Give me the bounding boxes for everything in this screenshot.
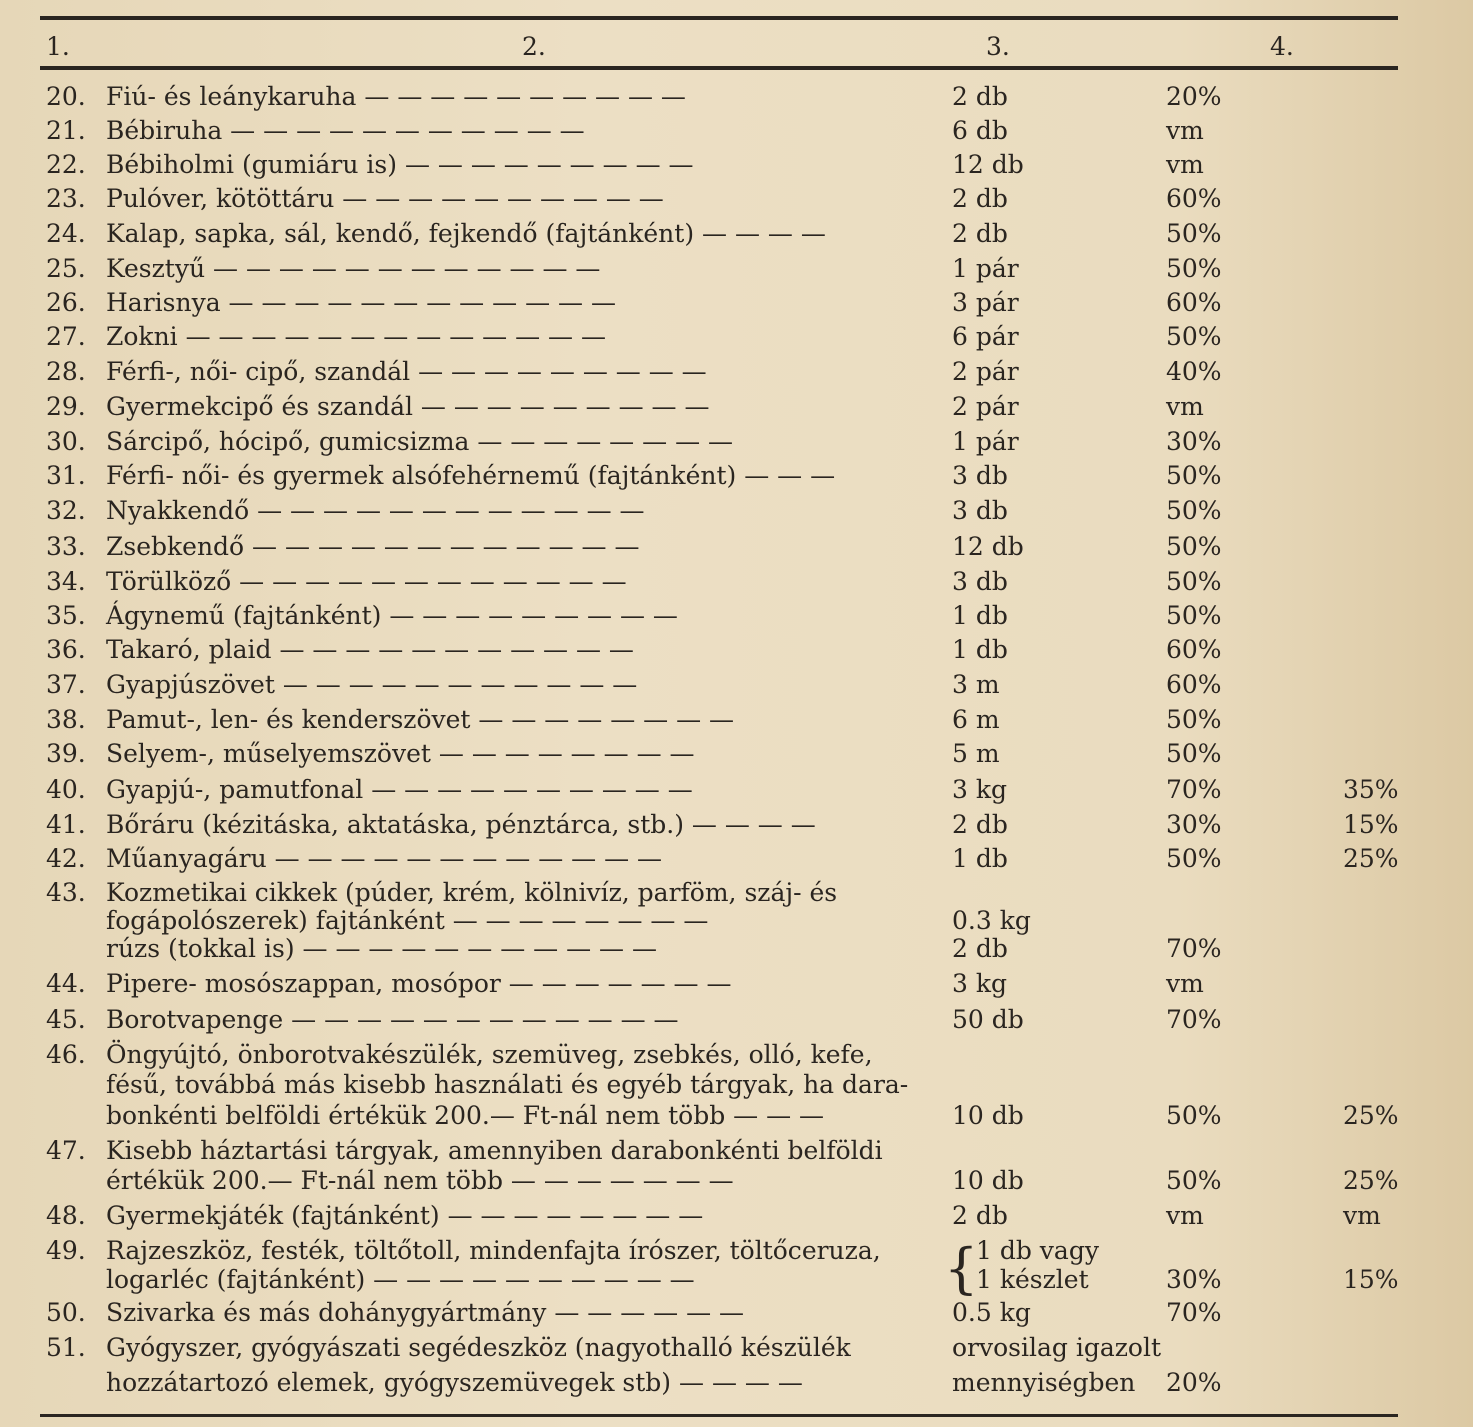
- item-quantity: 3 pár: [952, 288, 1019, 317]
- item-description: Gyermekjáték (fajtánként) — — — — — — — —: [106, 1201, 704, 1230]
- table-row: [0, 808, 1473, 842]
- item-description: Fiú- és leánykaruha — — — — — — — — — —: [106, 82, 686, 111]
- duty-rate: 30%: [1166, 810, 1222, 839]
- table-row: [0, 1296, 1473, 1330]
- item-quantity: 2 pár: [952, 357, 1019, 386]
- item-description: fogápolószerek) fajtánként — — — — — — — —: [106, 906, 709, 935]
- item-description: Kisebb háztartási tárgyak, amennyiben darabonkénti belföldi: [106, 1136, 883, 1165]
- duty-rate: 50%: [1166, 532, 1222, 561]
- duty-rate: 50%: [1166, 1101, 1222, 1130]
- item-description: Férfi- női- és gyermek alsófehérnemű (fajtánként) — — —: [106, 461, 836, 490]
- item-quantity: 1 pár: [952, 427, 1019, 456]
- row-number: 27.: [46, 322, 86, 351]
- item-description: Pamut-, len- és kenderszövet — — — — — — — —: [106, 705, 735, 734]
- row-number: 28.: [46, 357, 86, 386]
- item-quantity: 0.5 kg: [952, 1298, 1031, 1327]
- table-row: [0, 80, 1473, 114]
- row-number: 48.: [46, 1201, 86, 1230]
- row-number: 43.: [46, 878, 86, 907]
- row-number: 42.: [46, 844, 86, 873]
- reduced-rate: 25%: [1343, 844, 1399, 873]
- item-quantity: 6 db: [952, 116, 1008, 145]
- header-col-3: 3.: [986, 32, 1010, 61]
- table-row: [0, 1003, 1473, 1037]
- table-row: [0, 425, 1473, 459]
- item-quantity: 12 db: [952, 150, 1024, 179]
- item-description: rúzs (tokkal is) — — — — — — — — — — —: [106, 934, 657, 963]
- item-description: Pulóver, kötöttáru — — — — — — — — — —: [106, 184, 664, 213]
- row-number: 38.: [46, 705, 86, 734]
- table-row: [0, 1068, 1473, 1102]
- table-row: [0, 1366, 1473, 1400]
- table-row: [0, 114, 1473, 148]
- table-row: [0, 932, 1473, 966]
- duty-rate: vm: [1166, 1201, 1204, 1230]
- row-number: 37.: [46, 670, 86, 699]
- duty-rate: 60%: [1166, 670, 1222, 699]
- duty-rate: 50%: [1166, 844, 1222, 873]
- row-number: 23.: [46, 184, 86, 213]
- row-number: 49.: [46, 1236, 86, 1265]
- reduced-rate: 25%: [1343, 1101, 1399, 1130]
- row-number: 36.: [46, 635, 86, 664]
- item-quantity: 2 db: [952, 82, 1008, 111]
- row-number: 51.: [46, 1333, 86, 1362]
- row-number: 44.: [46, 969, 86, 998]
- duty-rate: 30%: [1166, 427, 1222, 456]
- item-description: Bőráru (kézitáska, aktatáska, pénztárca, stb.) — — — —: [106, 810, 816, 839]
- brace-symbol: {: [944, 1237, 979, 1300]
- item-quantity: 6 m: [952, 705, 1000, 734]
- item-description: Kesztyű — — — — — — — — — — — —: [106, 254, 601, 283]
- item-description: Zsebkendő — — — — — — — — — — — —: [106, 532, 640, 561]
- table-row: [0, 1199, 1473, 1233]
- item-description: hozzátartozó elemek, gyógyszemüvegek stb) — — — —: [106, 1368, 803, 1397]
- item-quantity: 1 készlet: [976, 1265, 1089, 1294]
- row-number: 50.: [46, 1298, 86, 1327]
- table-row: [0, 286, 1473, 320]
- item-quantity: 12 db: [952, 532, 1024, 561]
- table-row: [0, 703, 1473, 737]
- item-quantity: 1 db: [952, 601, 1008, 630]
- duty-rate: vm: [1166, 150, 1204, 179]
- header-col-4: 4.: [1270, 32, 1294, 61]
- item-quantity: 10 db: [952, 1166, 1024, 1195]
- duty-rate: 70%: [1166, 1298, 1222, 1327]
- table-row: [0, 1099, 1473, 1133]
- row-number: 30.: [46, 427, 86, 456]
- item-description: bonkénti belföldi értékük 200.— Ft-nál nem több — — —: [106, 1101, 825, 1130]
- reduced-rate: 25%: [1343, 1166, 1399, 1195]
- duty-rate: 60%: [1166, 184, 1222, 213]
- table-row: [0, 494, 1473, 528]
- duty-rate: 50%: [1166, 601, 1222, 630]
- reduced-rate: 35%: [1343, 775, 1399, 804]
- reduced-rate: 15%: [1343, 1265, 1399, 1294]
- duty-rate: 50%: [1166, 219, 1222, 248]
- item-description: Selyem-, műselyemszövet — — — — — — — —: [106, 739, 695, 768]
- table-row: [0, 668, 1473, 702]
- duty-rate: 60%: [1166, 288, 1222, 317]
- item-quantity: 2 db: [952, 810, 1008, 839]
- row-number: 21.: [46, 116, 86, 145]
- table-row: [0, 459, 1473, 493]
- item-description: Szivarka és más dohánygyártmány — — — — — —: [106, 1298, 745, 1327]
- item-description: Pipere- mosószappan, mosópor — — — — — — —: [106, 969, 732, 998]
- duty-rate: vm: [1166, 392, 1204, 421]
- item-quantity: 2 db: [952, 184, 1008, 213]
- header-rule: [40, 66, 1398, 70]
- table-row: [0, 773, 1473, 807]
- row-number: 34.: [46, 567, 86, 596]
- duty-rate: 50%: [1166, 1166, 1222, 1195]
- row-number: 35.: [46, 601, 86, 630]
- duty-rate: 70%: [1166, 775, 1222, 804]
- item-description: Harisnya — — — — — — — — — — — —: [106, 288, 616, 317]
- item-description: Műanyagáru — — — — — — — — — — — —: [106, 844, 663, 873]
- item-quantity: mennyiségben: [952, 1368, 1136, 1397]
- table-row: [0, 1331, 1473, 1365]
- item-quantity: 5 m: [952, 739, 1000, 768]
- item-quantity: 2 pár: [952, 392, 1019, 421]
- item-quantity: 2 db: [952, 219, 1008, 248]
- item-description: logarléc (fajtánként) — — — — — — — — — —: [106, 1265, 695, 1294]
- table-row: [0, 182, 1473, 216]
- row-number: 41.: [46, 810, 86, 839]
- item-quantity: 1 db: [952, 844, 1008, 873]
- row-number: 25.: [46, 254, 86, 283]
- row-number: 47.: [46, 1136, 86, 1165]
- item-description: Kalap, sapka, sál, kendő, fejkendő (fajtánként) — — — —: [106, 219, 826, 248]
- row-number: 33.: [46, 532, 86, 561]
- duty-rate: 50%: [1166, 496, 1222, 525]
- table-row: [0, 148, 1473, 182]
- table-row: [0, 565, 1473, 599]
- item-description: értékük 200.— Ft-nál nem több — — — — — — —: [106, 1166, 734, 1195]
- item-description: fésű, továbbá más kisebb használati és egyéb tárgyak, ha dara-: [106, 1070, 909, 1099]
- item-quantity: 3 m: [952, 670, 1000, 699]
- duty-rate: 50%: [1166, 322, 1222, 351]
- row-number: 45.: [46, 1005, 86, 1034]
- duty-rate: 20%: [1166, 82, 1222, 111]
- item-description: Gyapjúszövet — — — — — — — — — — —: [106, 670, 638, 699]
- item-quantity: 3 db: [952, 496, 1008, 525]
- item-quantity: 1 db vagy: [976, 1236, 1099, 1265]
- item-description: Ágynemű (fajtánként) — — — — — — — — —: [106, 601, 678, 630]
- duty-rate: 70%: [1166, 1005, 1222, 1034]
- item-description: Zokni — — — — — — — — — — — — —: [106, 322, 606, 351]
- item-quantity: 3 kg: [952, 969, 1008, 998]
- table-row: [0, 737, 1473, 771]
- duty-rate: 40%: [1166, 357, 1222, 386]
- top-rule: [40, 16, 1398, 20]
- item-quantity: 6 pár: [952, 322, 1019, 351]
- item-description: Sárcipő, hócipő, gumicsizma — — — — — — — —: [106, 427, 734, 456]
- duty-rate: 20%: [1166, 1368, 1222, 1397]
- duty-rate: 70%: [1166, 934, 1222, 963]
- row-number: 46.: [46, 1040, 86, 1069]
- duty-rate: vm: [1166, 969, 1204, 998]
- item-description: Kozmetikai cikkek (púder, krém, kölnivíz, parföm, száj- és: [106, 878, 838, 907]
- item-description: Takaró, plaid — — — — — — — — — — —: [106, 635, 634, 664]
- bottom-rule: [40, 1414, 1398, 1417]
- item-quantity: 3 db: [952, 567, 1008, 596]
- table-row: [0, 355, 1473, 389]
- reduced-rate: 15%: [1343, 810, 1399, 839]
- row-number: 24.: [46, 219, 86, 248]
- row-number: 20.: [46, 82, 86, 111]
- item-quantity: 1 db: [952, 635, 1008, 664]
- row-number: 22.: [46, 150, 86, 179]
- item-quantity: 10 db: [952, 1101, 1024, 1130]
- duty-rate: 30%: [1166, 1265, 1222, 1294]
- item-description: Borotvapenge — — — — — — — — — — — —: [106, 1005, 679, 1034]
- table-row: [0, 1038, 1473, 1072]
- item-description: Gyapjú-, pamutfonal — — — — — — — — — —: [106, 775, 693, 804]
- row-number: 26.: [46, 288, 86, 317]
- table-row: [0, 320, 1473, 354]
- item-description: Törülköző — — — — — — — — — — — —: [106, 567, 627, 596]
- item-quantity: 0.3 kg: [952, 906, 1031, 935]
- table-row: [0, 217, 1473, 251]
- item-quantity: 1 pár: [952, 254, 1019, 283]
- item-quantity: 2 db: [952, 1201, 1008, 1230]
- table-row: [0, 1134, 1473, 1168]
- duty-rate: vm: [1166, 116, 1204, 145]
- item-quantity: 2 db: [952, 934, 1008, 963]
- item-description: Gyermekcipő és szandál — — — — — — — — —: [106, 392, 710, 421]
- row-number: 31.: [46, 461, 86, 490]
- duty-rate: 50%: [1166, 254, 1222, 283]
- table-row: [0, 1164, 1473, 1198]
- duty-rate: 50%: [1166, 461, 1222, 490]
- table-row: [0, 530, 1473, 564]
- item-description: Nyakkendő — — — — — — — — — — — —: [106, 496, 645, 525]
- table-row: [0, 967, 1473, 1001]
- table-row: [0, 599, 1473, 633]
- item-quantity: orvosilag igazolt: [952, 1333, 1162, 1362]
- duty-rate: 60%: [1166, 635, 1222, 664]
- table-row: [0, 842, 1473, 876]
- item-quantity: 50 db: [952, 1005, 1024, 1034]
- item-quantity: 3 db: [952, 461, 1008, 490]
- duty-rate: 50%: [1166, 739, 1222, 768]
- item-description: Öngyújtó, önborotvakészülék, szemüveg, zsebkés, olló, kefe,: [106, 1040, 873, 1069]
- table-row: [0, 633, 1473, 667]
- header-col-1: 1.: [46, 32, 70, 61]
- table-row: [0, 390, 1473, 424]
- table-row: [0, 252, 1473, 286]
- item-description: Gyógyszer, gyógyászati segédeszköz (nagyothalló készülék: [106, 1333, 851, 1362]
- duty-rate: 50%: [1166, 705, 1222, 734]
- row-number: 39.: [46, 739, 86, 768]
- item-description: Rajzeszköz, festék, töltőtoll, mindenfajta írószer, töltőceruza,: [106, 1236, 881, 1265]
- row-number: 32.: [46, 496, 86, 525]
- item-description: Bébiruha — — — — — — — — — — —: [106, 116, 585, 145]
- item-description: Férfi-, női- cipő, szandál — — — — — — — — —: [106, 357, 707, 386]
- header-col-2: 2.: [522, 32, 546, 61]
- row-number: 29.: [46, 392, 86, 421]
- reduced-rate: vm: [1343, 1201, 1381, 1230]
- row-number: 40.: [46, 775, 86, 804]
- item-quantity: 3 kg: [952, 775, 1008, 804]
- table-row: [0, 1263, 1473, 1297]
- duty-rate: 50%: [1166, 567, 1222, 596]
- item-description: Bébiholmi (gumiáru is) — — — — — — — — —: [106, 150, 694, 179]
